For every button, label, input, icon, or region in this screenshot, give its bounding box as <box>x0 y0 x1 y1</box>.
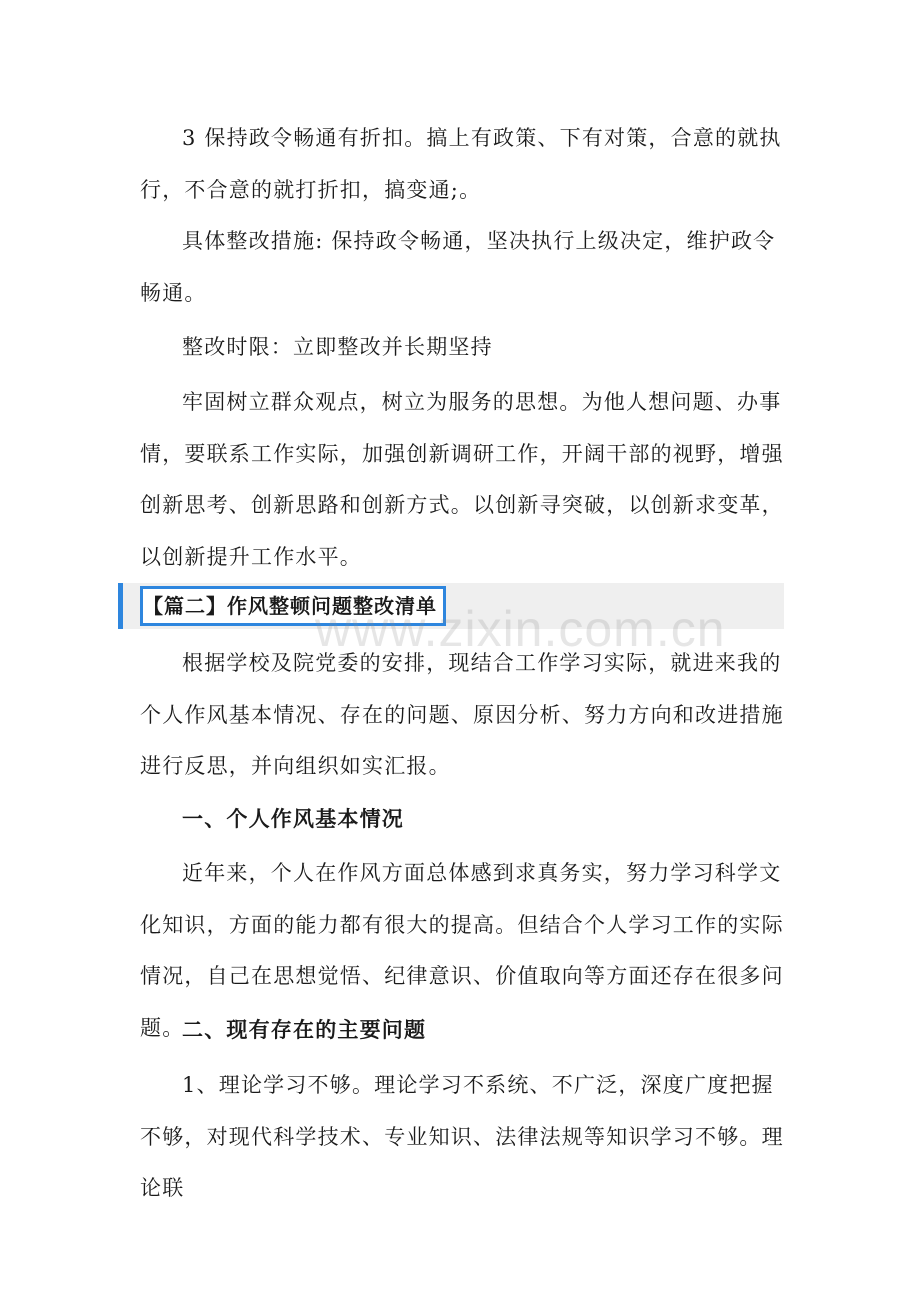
heading-main-problems: 二、现有存在的主要问题 <box>182 1017 427 1042</box>
section-title: 【篇二】作风整顿问题整改清单 <box>140 586 446 626</box>
heading-personal-style: 一、个人作风基本情况 <box>182 806 404 831</box>
watermark: www.zixin.com.cn <box>315 601 726 657</box>
paragraph-discount-issue: 3 保持政令畅通有折扣。搞上有政策、下有对策，合意的就执行，不合意的就打折扣，搞变通;。 <box>140 126 782 202</box>
paragraph-rectification-measures: 具体整改措施: 保持政令畅通，坚决执行上级决定，维护政令畅通。 <box>140 229 776 305</box>
paragraph-deadline: 整改时限：立即整改并长期坚持 <box>182 335 493 359</box>
paragraph-intro: 根据学校及院党委的安排，现结合工作学习实际，就进来我的个人作风基本情况、存在的问题、原因分析、努力方向和改进措施进行反思，并向组织如实汇报。 <box>140 651 784 778</box>
paragraph-theory-study: 1、理论学习不够。理论学习不系统、不广泛，深度广度把握不够，对现代科学技术、专业知识、法律法规等知识学习不够。理论联 <box>140 1073 784 1200</box>
paragraph-personal-style: 近年来，个人在作风方面总体感到求真务实，努力学习科学文化知识，方面的能力都有很大的提高。但结合个人学习工作的实际情况，自己在思想觉悟、纪律意识、价值取向等方面还存在很多问题。 <box>140 861 784 1040</box>
paragraph-mass-viewpoint: 牢固树立群众观点，树立为服务的思想。为他人想问题、办事情，要联系工作实际，加强创新调研工作，开阔干部的视野，增强创新思考、创新思路和创新方式。以创新寻突破，以创新求变革，以创新提升工作水平。 <box>140 390 784 569</box>
section-header-accent-bar <box>118 583 123 629</box>
